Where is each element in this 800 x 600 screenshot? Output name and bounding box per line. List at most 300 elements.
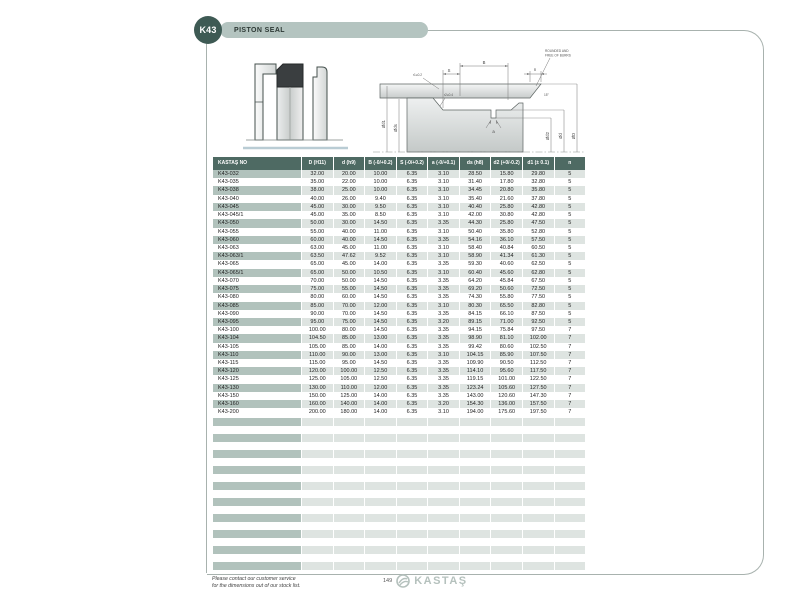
value-cell: 55.00 xyxy=(334,285,365,293)
value-cell: 102.50 xyxy=(529,343,547,350)
value-cell: 5 xyxy=(555,252,586,260)
dia-d1-label: Ød1 xyxy=(381,120,386,128)
value-cell: 107.50 xyxy=(523,351,554,359)
value-cell: 65.00 xyxy=(310,261,325,268)
part-number-cell: K43-115 xyxy=(218,360,239,367)
value-cell: 60.40 xyxy=(460,269,491,277)
value-cell: 70.00 xyxy=(341,310,356,317)
table-row xyxy=(213,211,585,219)
value-cell: 95.60 xyxy=(491,367,522,375)
value-cell: 10.00 xyxy=(373,179,388,186)
value-cell: 7 xyxy=(555,400,586,408)
part-number-cell: K43-085 xyxy=(213,302,301,310)
table-row xyxy=(213,359,585,367)
value-cell: 160.00 xyxy=(302,400,333,408)
value-cell: 8.50 xyxy=(375,212,386,219)
value-cell: 6.35 xyxy=(406,277,418,284)
value-cell: 89.15 xyxy=(460,318,491,326)
value-cell: 32.80 xyxy=(531,179,546,186)
value-cell: 5 xyxy=(555,186,586,194)
value-cell: 101.00 xyxy=(498,376,516,383)
value-cell: 84.15 xyxy=(468,310,482,317)
value-cell: 21.60 xyxy=(499,195,514,202)
value-cell: 70.00 xyxy=(334,302,365,310)
part-number-cell: K43-160 xyxy=(213,400,301,408)
part-number-cell: K43-125 xyxy=(218,376,239,383)
value-cell: 5 xyxy=(568,228,572,235)
value-cell: 60.50 xyxy=(531,244,546,251)
value-cell: 157.50 xyxy=(523,400,554,408)
part-number-cell: K43-080 xyxy=(218,294,239,301)
value-cell: 42.80 xyxy=(523,203,554,211)
value-cell: 29.80 xyxy=(523,170,554,178)
seal-profile-drawing xyxy=(243,55,348,155)
dim-S-label: S xyxy=(447,68,451,73)
value-cell: 13.00 xyxy=(365,334,396,342)
value-cell: 7 xyxy=(568,327,572,334)
value-cell: 90.00 xyxy=(334,351,365,359)
empty-row xyxy=(213,514,585,522)
part-number-cell: K43-040 xyxy=(218,195,239,202)
value-cell: 40.60 xyxy=(499,261,514,268)
value-cell: 3.10 xyxy=(428,252,459,260)
value-cell: 85.00 xyxy=(341,343,356,350)
value-cell: 85.00 xyxy=(302,302,333,310)
value-cell: 11.00 xyxy=(373,244,388,251)
value-cell: 75.00 xyxy=(334,318,365,326)
value-cell: 3.35 xyxy=(438,376,449,383)
value-cell: 41.34 xyxy=(491,252,522,260)
part-number-cell: K43-120 xyxy=(213,367,301,375)
value-cell: 6.35 xyxy=(406,376,418,383)
value-cell: 40.00 xyxy=(334,236,365,244)
part-number-cell: K43-035 xyxy=(218,179,239,186)
empty-rows xyxy=(213,418,585,570)
value-cell: 6.35 xyxy=(397,285,428,293)
value-cell: 7 xyxy=(555,351,586,359)
part-number-cell: K43-055 xyxy=(218,228,239,235)
part-number-cell: K43-075 xyxy=(213,285,301,293)
value-cell: 35.00 xyxy=(341,212,356,219)
value-cell: 58.90 xyxy=(460,252,491,260)
value-cell: 44.30 xyxy=(460,219,491,227)
r2-label: r2≤0.4 xyxy=(444,93,454,97)
value-cell: 30.00 xyxy=(334,203,365,211)
value-cell: 94.15 xyxy=(468,327,482,334)
value-cell: 45.60 xyxy=(491,269,522,277)
value-cell: 120.60 xyxy=(498,392,516,399)
value-cell: 102.00 xyxy=(523,334,554,342)
value-cell: 5 xyxy=(568,244,572,251)
value-cell: 5 xyxy=(555,170,586,178)
value-cell: 6.35 xyxy=(406,343,418,350)
value-cell: 7 xyxy=(568,409,572,416)
value-cell: 117.50 xyxy=(523,367,554,375)
value-cell: 3.35 xyxy=(428,384,459,392)
value-cell: 14.50 xyxy=(373,327,388,334)
value-cell: 6.35 xyxy=(406,294,418,301)
brand-logo-text: KASTAŞ xyxy=(414,575,468,587)
seal-part-dark-cap xyxy=(277,64,303,87)
value-cell: 5 xyxy=(555,269,586,277)
column-header: KASTAŞ NO xyxy=(213,157,301,170)
table-row xyxy=(213,269,585,277)
part-number-cell: K43-095 xyxy=(213,318,301,326)
value-cell: 85.00 xyxy=(334,334,365,342)
value-cell: 99.42 xyxy=(468,343,482,350)
value-cell: 40.00 xyxy=(341,228,356,235)
value-cell: 3.35 xyxy=(438,360,449,367)
value-cell: 57.50 xyxy=(523,236,554,244)
value-cell: 3.20 xyxy=(428,400,459,408)
table-row xyxy=(213,244,585,252)
value-cell: 35.00 xyxy=(310,179,325,186)
part-number-cell: K43-045 xyxy=(213,203,301,211)
value-cell: 10.50 xyxy=(365,269,396,277)
value-cell: 7 xyxy=(555,334,586,342)
value-cell: 40.00 xyxy=(310,195,325,202)
footer-note xyxy=(212,576,301,589)
part-number-cell: K43-150 xyxy=(218,392,239,399)
table-row xyxy=(213,408,585,416)
value-cell: 20.80 xyxy=(491,186,522,194)
value-cell: 14.00 xyxy=(373,261,388,268)
part-number-cell: K43-045/1 xyxy=(218,212,244,219)
part-number-cell: K43-070 xyxy=(218,277,239,284)
value-cell: 14.50 xyxy=(365,285,396,293)
value-cell: 92.50 xyxy=(523,318,554,326)
value-cell: 110.00 xyxy=(334,384,365,392)
value-cell: 120.00 xyxy=(302,367,333,375)
value-cell: 3.35 xyxy=(438,392,449,399)
value-cell: 75.84 xyxy=(499,327,514,334)
value-cell: 80.30 xyxy=(460,302,491,310)
dim-a-label: a xyxy=(492,129,495,134)
column-header: ds (h8) xyxy=(460,157,491,170)
dia-d-label: Ød xyxy=(558,133,563,139)
value-cell: 14.50 xyxy=(365,236,396,244)
value-cell: 7 xyxy=(568,343,572,350)
value-cell: 9.40 xyxy=(375,195,386,202)
value-cell: 17.80 xyxy=(499,179,514,186)
value-cell: 6.35 xyxy=(406,228,418,235)
value-cell: 45.00 xyxy=(341,244,356,251)
part-number-cell: K43-063 xyxy=(218,244,239,251)
value-cell: 5 xyxy=(555,203,586,211)
value-cell: 5 xyxy=(568,294,572,301)
value-cell: 77.50 xyxy=(531,294,546,301)
value-cell: 112.50 xyxy=(530,360,547,367)
value-cell: 90.50 xyxy=(499,360,514,367)
empty-row xyxy=(213,466,585,474)
value-cell: 3.10 xyxy=(438,179,449,186)
value-cell: 14.50 xyxy=(365,219,396,227)
value-cell: 38.00 xyxy=(302,186,333,194)
value-cell: 3.10 xyxy=(428,203,459,211)
value-cell: 47.50 xyxy=(523,219,554,227)
chamfer-angle-label: 15° xyxy=(544,93,549,97)
value-cell: 147.30 xyxy=(529,392,547,399)
piston-profile xyxy=(407,98,523,152)
value-cell: 3.10 xyxy=(438,409,449,416)
table-row xyxy=(213,318,585,326)
empty-row xyxy=(213,546,585,554)
value-cell: 5 xyxy=(568,212,572,219)
value-cell: 28.50 xyxy=(460,170,491,178)
value-cell: 60.00 xyxy=(302,236,333,244)
column-header: n xyxy=(555,157,586,170)
value-cell: 9.52 xyxy=(365,252,396,260)
value-cell: 3.35 xyxy=(438,277,449,284)
value-cell: 71.00 xyxy=(491,318,522,326)
table-row xyxy=(213,384,585,392)
part-number-cell: K43-200 xyxy=(218,409,239,416)
page-title: PISTON SEAL xyxy=(220,22,428,38)
value-cell: 7 xyxy=(555,384,586,392)
value-cell: 119.15 xyxy=(466,376,484,383)
value-cell: 3.10 xyxy=(428,351,459,359)
value-cell: 95.00 xyxy=(302,318,333,326)
value-cell: 130.00 xyxy=(302,384,333,392)
table-row xyxy=(213,228,585,236)
value-cell: 5 xyxy=(568,179,572,186)
part-number-cell: K43-110 xyxy=(213,351,301,359)
value-cell: 81.10 xyxy=(491,334,522,342)
value-cell: 6.35 xyxy=(406,327,418,334)
value-cell: 100.00 xyxy=(334,367,365,375)
value-cell: 6.35 xyxy=(406,179,418,186)
value-cell: 3.10 xyxy=(438,195,449,202)
note-line1: ROUNDED AND xyxy=(545,49,569,53)
value-cell: 61.30 xyxy=(523,252,554,260)
value-cell: 25.80 xyxy=(491,203,522,211)
value-cell: 6.35 xyxy=(397,367,428,375)
column-header: S (-0/+0.2) xyxy=(397,157,428,170)
table-row xyxy=(213,343,585,351)
r1-label: r1≤0.2 xyxy=(413,73,423,77)
value-cell: 3.35 xyxy=(428,236,459,244)
part-number-cell: K43-105 xyxy=(218,343,239,350)
value-cell: 104.15 xyxy=(460,351,491,359)
table-body xyxy=(213,170,585,417)
value-cell: 5 xyxy=(568,261,572,268)
value-cell: 6.35 xyxy=(397,302,428,310)
value-cell: 70.00 xyxy=(310,277,325,284)
value-cell: 105.00 xyxy=(340,376,358,383)
value-cell: 194.00 xyxy=(466,409,484,416)
value-cell: 63.50 xyxy=(302,252,333,260)
value-cell: 7 xyxy=(568,392,572,399)
value-cell: 59.30 xyxy=(468,261,482,268)
part-number-cell: K43-090 xyxy=(218,310,239,317)
value-cell: 42.00 xyxy=(468,212,482,219)
empty-row xyxy=(213,530,585,538)
value-cell: 50.40 xyxy=(468,228,482,235)
value-cell: 105.00 xyxy=(308,343,326,350)
value-cell: 6.35 xyxy=(397,186,428,194)
value-cell: 6.35 xyxy=(397,334,428,342)
value-cell: 65.00 xyxy=(302,269,333,277)
value-cell: 123.24 xyxy=(460,384,491,392)
value-cell: 47.62 xyxy=(334,252,365,260)
column-header: B (-0/+0.2) xyxy=(365,157,396,170)
value-cell: 98.90 xyxy=(460,334,491,342)
dim-n-label: n xyxy=(533,67,537,72)
table-row xyxy=(213,170,585,178)
value-cell: 3.35 xyxy=(428,285,459,293)
value-cell: 3.10 xyxy=(428,302,459,310)
value-cell: 197.50 xyxy=(529,409,547,416)
value-cell: 14.50 xyxy=(365,318,396,326)
value-cell: 40.40 xyxy=(460,203,491,211)
column-header: d1 (± 0.1) xyxy=(523,157,554,170)
value-cell: 82.80 xyxy=(523,302,554,310)
value-cell: 12.00 xyxy=(365,302,396,310)
column-header: d (h9) xyxy=(334,157,365,170)
value-cell: 5 xyxy=(568,277,572,284)
value-cell: 45.00 xyxy=(302,203,333,211)
value-cell: 3.35 xyxy=(428,334,459,342)
value-cell: 5 xyxy=(555,318,586,326)
value-cell: 125.00 xyxy=(308,376,326,383)
value-cell: 12.50 xyxy=(365,367,396,375)
value-cell: 105.60 xyxy=(491,384,522,392)
value-cell: 5 xyxy=(555,236,586,244)
table-header-row xyxy=(213,157,585,170)
footer-note-line2: for the dimensions out of our stock list. xyxy=(212,582,301,589)
value-cell: 115.00 xyxy=(309,360,326,367)
value-cell: 31.40 xyxy=(468,179,482,186)
value-cell: 65.50 xyxy=(491,302,522,310)
table-row xyxy=(213,252,585,260)
value-cell: 154.30 xyxy=(460,400,491,408)
table-row xyxy=(213,260,585,268)
value-cell: 6.35 xyxy=(406,392,418,399)
empty-row xyxy=(213,498,585,506)
part-number-cell: K43-060 xyxy=(213,236,301,244)
value-cell: 150.00 xyxy=(308,392,326,399)
value-cell: 200.00 xyxy=(308,409,326,416)
table-row xyxy=(213,219,585,227)
value-cell: 35.40 xyxy=(468,195,482,202)
value-cell: 14.50 xyxy=(373,360,388,367)
dia-D-label: ØD xyxy=(571,132,576,140)
part-number-cell: K43-032 xyxy=(213,170,301,178)
value-cell: 20.00 xyxy=(334,170,365,178)
value-cell: 3.10 xyxy=(438,212,449,219)
empty-row xyxy=(213,482,585,490)
value-cell: 14.50 xyxy=(373,277,388,284)
table-row xyxy=(213,277,585,285)
value-cell: 110.00 xyxy=(302,351,333,359)
value-cell: 3.35 xyxy=(438,310,449,317)
installation-drawing xyxy=(345,40,590,160)
value-cell: 3.10 xyxy=(428,170,459,178)
table-row xyxy=(213,392,585,400)
value-cell: 80.00 xyxy=(310,294,325,301)
value-cell: 55.80 xyxy=(499,294,514,301)
value-cell: 7 xyxy=(568,376,572,383)
value-cell: 64.20 xyxy=(468,277,482,284)
value-cell: 37.80 xyxy=(531,195,546,202)
value-cell: 125.00 xyxy=(340,392,358,399)
page-number: 149 xyxy=(383,578,393,584)
value-cell: 66.10 xyxy=(499,310,514,317)
value-cell: 5 xyxy=(568,310,572,317)
footer-center xyxy=(383,574,468,588)
table-row xyxy=(213,334,585,342)
empty-row xyxy=(213,418,585,426)
value-cell: 52.80 xyxy=(531,228,546,235)
series-badge: K43 xyxy=(194,16,222,44)
value-cell: 5 xyxy=(568,195,572,202)
part-number-cell: K43-063/1 xyxy=(213,252,301,260)
table-row xyxy=(213,351,585,359)
column-header: d2 (+0/-0.2) xyxy=(491,157,522,170)
value-cell: 3.35 xyxy=(438,261,449,268)
value-cell: 6.35 xyxy=(406,195,418,202)
value-cell: 95.00 xyxy=(341,360,356,367)
value-cell: 35.80 xyxy=(499,228,514,235)
value-cell: 63.00 xyxy=(310,244,325,251)
value-cell: 3.10 xyxy=(438,244,449,251)
value-cell: 80.60 xyxy=(499,343,514,350)
value-cell: 5 xyxy=(555,302,586,310)
value-cell: 90.00 xyxy=(310,310,325,317)
value-cell: 6.35 xyxy=(397,203,428,211)
value-cell: 45.84 xyxy=(499,277,514,284)
value-cell: 109.90 xyxy=(466,360,484,367)
value-cell: 50.60 xyxy=(491,285,522,293)
value-cell: 85.90 xyxy=(491,351,522,359)
part-number-cell: K43-065 xyxy=(218,261,239,268)
value-cell: 6.35 xyxy=(406,244,418,251)
value-cell: 122.50 xyxy=(529,376,547,383)
value-cell: 80.00 xyxy=(341,327,356,334)
empty-row xyxy=(213,562,585,570)
table-row xyxy=(213,326,585,334)
value-cell: 6.35 xyxy=(397,384,428,392)
value-cell: 13.00 xyxy=(365,351,396,359)
value-cell: 3.35 xyxy=(428,219,459,227)
value-cell: 15.80 xyxy=(491,170,522,178)
value-cell: 6.35 xyxy=(397,400,428,408)
value-cell: 3.10 xyxy=(428,186,459,194)
value-cell: 6.35 xyxy=(406,261,418,268)
part-number-cell: K43-130 xyxy=(213,384,301,392)
value-cell: 14.00 xyxy=(373,392,388,399)
value-cell: 75.00 xyxy=(302,285,333,293)
value-cell: 5 xyxy=(555,285,586,293)
value-cell: 6.35 xyxy=(406,310,418,317)
value-cell: 97.50 xyxy=(531,327,546,334)
footer-note-line1: Please contact our customer service xyxy=(212,576,296,582)
value-cell: 100.00 xyxy=(308,327,326,334)
value-cell: 25.00 xyxy=(334,186,365,194)
dimension-table xyxy=(213,157,585,578)
value-cell: 58.40 xyxy=(468,244,482,251)
value-cell: 72.50 xyxy=(523,285,554,293)
value-cell: 14.00 xyxy=(373,409,388,416)
value-cell: 11.00 xyxy=(373,228,388,235)
value-cell: 35.80 xyxy=(523,186,554,194)
part-number-cell: K43-038 xyxy=(213,186,301,194)
value-cell: 14.00 xyxy=(365,400,396,408)
value-cell: 6.35 xyxy=(406,409,418,416)
value-cell: 54.16 xyxy=(460,236,491,244)
value-cell: 6.35 xyxy=(406,212,418,219)
seal-part-backup-ring xyxy=(313,67,327,140)
